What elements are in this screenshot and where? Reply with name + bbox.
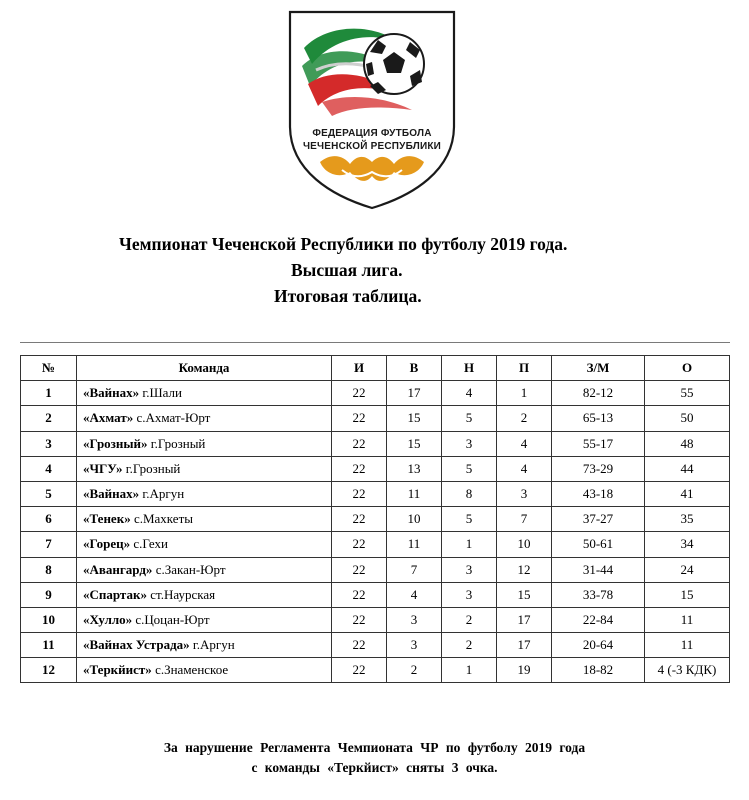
- cell-drawn: 3: [442, 557, 497, 582]
- cell-drawn: 5: [442, 406, 497, 431]
- team-city: ст.Наурская: [146, 586, 216, 602]
- cell-drawn: 3: [442, 582, 497, 607]
- cell-lost: 19: [497, 658, 552, 683]
- team-club-name: «ЧГУ»: [83, 460, 123, 476]
- cell-won: 17: [387, 381, 442, 406]
- table-row: [21, 532, 730, 557]
- cell-lost: 10: [497, 532, 552, 557]
- cell-goals: 55-17: [552, 431, 645, 456]
- cell-drawn: 3: [442, 431, 497, 456]
- cell-points: 35: [645, 507, 730, 532]
- col-team-header: Команда: [77, 356, 332, 381]
- cell-team: [77, 507, 332, 532]
- table-row: [21, 406, 730, 431]
- cell-played: 22: [332, 481, 387, 506]
- team-city: г.Грозный: [122, 460, 181, 476]
- table-body: [21, 381, 730, 683]
- cell-lost: 17: [497, 633, 552, 658]
- cell-points: 4 (-3 КДК): [645, 658, 730, 683]
- cell-position: 3: [21, 431, 77, 456]
- cell-drawn: 2: [442, 607, 497, 632]
- cell-won: 4: [387, 582, 442, 607]
- col-number-header: №: [21, 356, 77, 381]
- cell-team: [77, 633, 332, 658]
- cell-lost: 3: [497, 481, 552, 506]
- cell-played: 22: [332, 532, 387, 557]
- cell-lost: 15: [497, 582, 552, 607]
- cell-position: 4: [21, 456, 77, 481]
- cell-played: 22: [332, 507, 387, 532]
- cell-points: 34: [645, 532, 730, 557]
- cell-won: 11: [387, 481, 442, 506]
- league-line: Высшая лига.: [291, 260, 403, 280]
- cell-lost: 1: [497, 381, 552, 406]
- table-row: [21, 381, 730, 406]
- cell-drawn: 1: [442, 532, 497, 557]
- table-row: [21, 658, 730, 683]
- team-club-name: «Спартак»: [83, 586, 147, 602]
- title-line: Чемпионат Чеченской Республики по футболу 2019 года.: [119, 234, 568, 254]
- cell-played: 22: [332, 381, 387, 406]
- footnote-line2: с команды «Теркйист» сняты 3 очка.: [251, 760, 498, 775]
- table-row: [21, 582, 730, 607]
- cell-points: 11: [645, 633, 730, 658]
- cell-played: 22: [332, 607, 387, 632]
- cell-goals: 43-18: [552, 481, 645, 506]
- cell-won: 3: [387, 607, 442, 632]
- team-club-name: «Теркйист»: [83, 662, 152, 678]
- divider: [20, 342, 730, 343]
- cell-points: 55: [645, 381, 730, 406]
- cell-lost: 7: [497, 507, 552, 532]
- cell-won: 2: [387, 658, 442, 683]
- cell-points: 15: [645, 582, 730, 607]
- cell-drawn: 2: [442, 633, 497, 658]
- cell-team: [77, 658, 332, 683]
- cell-played: 22: [332, 633, 387, 658]
- cell-goals: 73-29: [552, 456, 645, 481]
- cell-drawn: 5: [442, 507, 497, 532]
- cell-lost: 4: [497, 431, 552, 456]
- cell-lost: 2: [497, 406, 552, 431]
- cell-team: [77, 406, 332, 431]
- cell-team: [77, 456, 332, 481]
- cell-goals: 20-64: [552, 633, 645, 658]
- cell-points: 44: [645, 456, 730, 481]
- cell-lost: 12: [497, 557, 552, 582]
- federation-logo: [282, 6, 462, 211]
- cell-position: 8: [21, 557, 77, 582]
- cell-team: [77, 481, 332, 506]
- cell-won: 15: [387, 406, 442, 431]
- cell-played: 22: [332, 406, 387, 431]
- team-city: г.Аргун: [139, 486, 185, 502]
- team-city: с.Цоцан-Юрт: [132, 611, 210, 627]
- col-won-header: В: [387, 356, 442, 381]
- cell-position: 1: [21, 381, 77, 406]
- team-city: г.Шали: [139, 385, 182, 401]
- cell-position: 2: [21, 406, 77, 431]
- cell-position: 7: [21, 532, 77, 557]
- table-row: [21, 481, 730, 506]
- cell-team: [77, 431, 332, 456]
- cell-lost: 4: [497, 456, 552, 481]
- team-club-name: «Вайнах Устрада»: [83, 637, 190, 653]
- team-club-name: «Горец»: [83, 536, 131, 552]
- table-row: [21, 557, 730, 582]
- cell-goals: 82-12: [552, 381, 645, 406]
- team-club-name: «Авангард»: [83, 561, 153, 577]
- cell-goals: 31-44: [552, 557, 645, 582]
- logo-text-line2: ЧЕЧЕНСКОЙ РЕСПУБЛИКИ: [302, 141, 442, 152]
- cell-played: 22: [332, 431, 387, 456]
- cell-points: 24: [645, 557, 730, 582]
- cell-played: 22: [332, 456, 387, 481]
- cell-won: 11: [387, 532, 442, 557]
- cell-drawn: 8: [442, 481, 497, 506]
- col-goals-header: З/М: [552, 356, 645, 381]
- team-city: г.Аргун: [189, 637, 235, 653]
- cell-played: 22: [332, 557, 387, 582]
- footnote-line1: За нарушение Регламента Чемпионата ЧР по футболу 2019 года: [163, 740, 586, 755]
- table-row: [21, 633, 730, 658]
- cell-team: [77, 381, 332, 406]
- team-city: г.Грозный: [147, 435, 206, 451]
- cell-drawn: 5: [442, 456, 497, 481]
- cell-position: 5: [21, 481, 77, 506]
- table-row: [21, 456, 730, 481]
- col-drawn-header: Н: [442, 356, 497, 381]
- cell-goals: 50-61: [552, 532, 645, 557]
- team-club-name: «Хулло»: [83, 611, 133, 627]
- cell-goals: 37-27: [552, 507, 645, 532]
- col-played-header: И: [332, 356, 387, 381]
- cell-goals: 33-78: [552, 582, 645, 607]
- team-city: с.Знаменское: [151, 662, 229, 678]
- cell-points: 11: [645, 607, 730, 632]
- table-row: [21, 431, 730, 456]
- cell-won: 10: [387, 507, 442, 532]
- team-club-name: «Грозный»: [83, 435, 148, 451]
- cell-goals: 22-84: [552, 607, 645, 632]
- col-points-header: О: [645, 356, 730, 381]
- cell-points: 41: [645, 481, 730, 506]
- cell-position: 12: [21, 658, 77, 683]
- cell-lost: 17: [497, 607, 552, 632]
- cell-position: 10: [21, 607, 77, 632]
- cell-won: 3: [387, 633, 442, 658]
- logo-text-line1: ФЕДЕРАЦИЯ ФУТБОЛА: [312, 128, 432, 139]
- cell-position: 9: [21, 582, 77, 607]
- cell-points: 48: [645, 431, 730, 456]
- team-city: с.Ахмат-Юрт: [133, 410, 211, 426]
- team-city: с.Закан-Юрт: [152, 561, 226, 577]
- team-club-name: «Вайнах»: [83, 486, 140, 502]
- cell-goals: 18-82: [552, 658, 645, 683]
- cell-position: 11: [21, 633, 77, 658]
- cell-team: [77, 582, 332, 607]
- cell-won: 13: [387, 456, 442, 481]
- cell-drawn: 4: [442, 381, 497, 406]
- cell-drawn: 1: [442, 658, 497, 683]
- cell-team: [77, 557, 332, 582]
- team-club-name: «Тенек»: [83, 511, 131, 527]
- cell-position: 6: [21, 507, 77, 532]
- team-city: с.Гехи: [130, 536, 168, 552]
- cell-goals: 65-13: [552, 406, 645, 431]
- cell-won: 7: [387, 557, 442, 582]
- standings-table: [20, 355, 730, 683]
- team-city: с.Махкеты: [130, 511, 193, 527]
- col-lost-header: П: [497, 356, 552, 381]
- emblem-shield-icon: [282, 6, 462, 211]
- cell-team: [77, 607, 332, 632]
- cell-played: 22: [332, 582, 387, 607]
- team-club-name: «Вайнах»: [83, 385, 140, 401]
- cell-points: 50: [645, 406, 730, 431]
- table-header-row: [21, 356, 730, 381]
- cell-team: [77, 532, 332, 557]
- team-club-name: «Ахмат»: [83, 410, 134, 426]
- cell-won: 15: [387, 431, 442, 456]
- table-title-line: Итоговая таблица.: [274, 286, 422, 306]
- table-row: [21, 607, 730, 632]
- table-row: [21, 507, 730, 532]
- cell-played: 22: [332, 658, 387, 683]
